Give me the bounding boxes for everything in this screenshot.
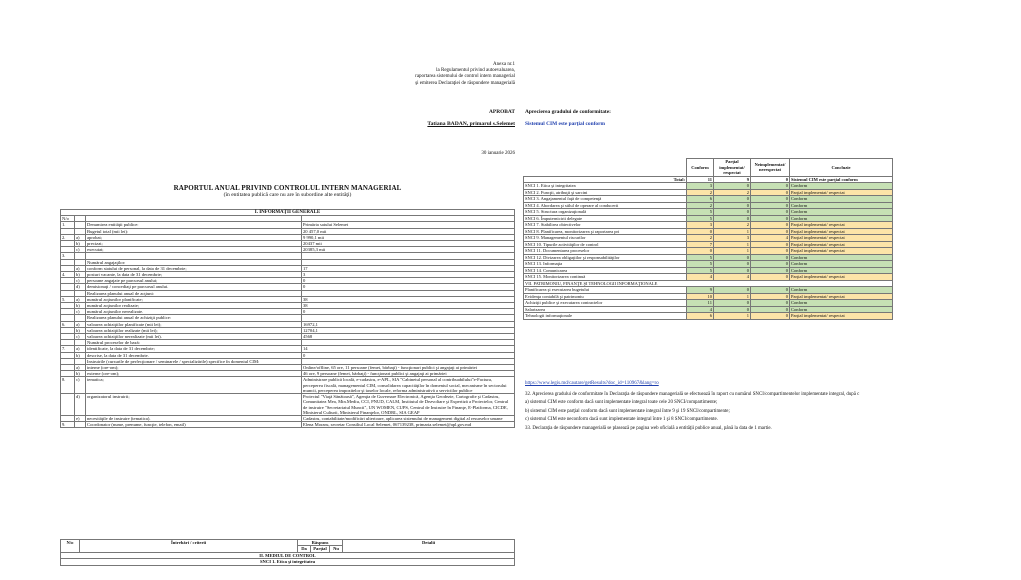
info-nr: 6. [61, 321, 75, 327]
info-label: persoane angajate pe parcursul anului; [86, 278, 302, 284]
info-label: numărul acţiunilor nerealizate. [86, 309, 302, 315]
non-count: 0 [751, 228, 790, 235]
conform-count: 6 [687, 313, 714, 320]
conform-count: 7 [687, 241, 714, 248]
info-sub: d) [75, 284, 86, 290]
conform-count: 3 [687, 222, 714, 229]
info-sub: a) [75, 234, 86, 240]
appraisal-title: Aprecierea gradului de conformitate: [525, 109, 611, 115]
info-label: demisionaţi / concediaţi pe parcursul anului. [86, 284, 302, 290]
criteria-section-title: II. MEDIUL DE CONTROL [61, 552, 515, 558]
standard-label: Evidenţa contabilă şi patrimoniu [524, 293, 687, 300]
report-title: RAPORTUL ANUAL PRIVIND CONTROLUL INTERN MANAGERIAL [173, 184, 402, 192]
conform-count: 2 [687, 235, 714, 242]
info-row [61, 422, 515, 428]
info-sub: a) [75, 365, 86, 371]
standard-label: SNCI 10. Tipurile activităţilor de control [524, 241, 687, 248]
info-label: Denumirea entităţii publice: [86, 222, 302, 228]
criteria-header-partial: Parţial [311, 546, 330, 552]
info-label: Instruirile (cursurile de perfecţionare / seminarele / specializările) specifice în domeniul CIM: [86, 358, 302, 364]
conclusion-text: Parţial implementat/ respectat [790, 293, 893, 300]
conclusion-text: Parţial implementat/ respectat [790, 222, 893, 229]
standard-label: SNCI 13. Informaţia [524, 261, 687, 268]
annex-line: raportarea sistemului de control intern managerial [415, 74, 515, 80]
info-row [61, 394, 515, 416]
conform-count: 11 [687, 300, 714, 307]
info-row [61, 377, 515, 394]
non-count: 0 [751, 254, 790, 261]
standard-label: Planificarea şi executarea bugetului [524, 287, 687, 294]
standard-label: SNCI 8. Planificarea, monitorizarea şi raportarea pri [524, 228, 687, 235]
info-label: valoarea achiziţiilor planificate (mii lei); [86, 321, 302, 327]
conformity-row [524, 293, 893, 300]
info-nr: 2. [61, 234, 75, 240]
info-sub: b) [75, 241, 86, 247]
standard-label: SNCI 6. Împuternicirii delegate [524, 215, 687, 222]
non-count: 0 [751, 209, 790, 216]
partial-count: 0 [714, 209, 751, 216]
info-label: identificate, la data de 31 decembrie; [86, 346, 302, 352]
note-line: b) sistemul CIM este parţial conform dacă sunt implementate integral între 9 şi 19 SNCI/compartimente; [525, 408, 730, 414]
standard-label: SNCI 9. Managementul riscurilor [524, 235, 687, 242]
non-count: 0 [751, 287, 790, 294]
non-count: 0 [751, 241, 790, 248]
standard-label: SNCI 3. Angajamentul faţă de competenţă [524, 196, 687, 203]
conform-count: 5 [687, 209, 714, 216]
conclusion-text: Conform [790, 254, 893, 261]
conform-count: 0 [687, 248, 714, 255]
info-sub: b) [75, 371, 86, 377]
standard-label: SNCI 14. Comunicarea [524, 267, 687, 274]
partial-count: 3 [714, 235, 751, 242]
standard-label: Achiziţii publice şi executarea contractelor [524, 300, 687, 307]
conform-count: 5 [687, 267, 714, 274]
conformity-header-blank [524, 159, 687, 177]
total-conform: 11 [687, 176, 714, 183]
annex-line: Anexa nr.1 [493, 62, 515, 67]
non-count: 0 [751, 293, 790, 300]
criteria-header-nu: Nu [330, 546, 343, 552]
partial-count: 0 [714, 254, 751, 261]
info-value: 0 [302, 309, 515, 315]
standard-label: SNCI 15. Monitorizarea continuă [524, 274, 687, 281]
info-label: Coordonator (nume, prenume, funcţie, telefon, email) [86, 422, 302, 428]
partial-count: 0 [714, 183, 751, 190]
legislation-link[interactable]: https://www.legis.md/cautare/getResults?doc_id=110967&lang=ro [525, 381, 659, 386]
info-sub: c) [75, 247, 86, 253]
conformity-header-non: Neimplementat/ nerespectat [751, 159, 790, 177]
criteria-subsection-title: SNCI 1. Etica şi integritatea [61, 559, 515, 565]
conformity-header-conform: Conform [687, 159, 714, 177]
standard-label: Tehnologii informaţionale [524, 313, 687, 320]
partial-count: 1 [714, 241, 751, 248]
conform-count: 2 [687, 202, 714, 209]
criteria-header-question: Întrebări / criterii [80, 540, 298, 553]
appraisal-value: Sistemul CIM este parţial conform [525, 121, 605, 127]
approved-label: APROBAT [489, 109, 515, 115]
info-label: conform statului de personal, la data de 31 decembrie; [86, 265, 302, 271]
conform-count: 0 [687, 228, 714, 235]
partial-count: 1 [714, 313, 751, 320]
conclusion-text: Parţial implementat/ respectat [790, 274, 893, 281]
info-sub: b) [75, 303, 86, 309]
info-value: Elena Moraru, secretar Consiliul Local Selemet, 067139238, primaria.selemet@apl.gov.md [302, 422, 515, 428]
info-value: 20437 mii [302, 241, 515, 247]
info-value: 20 457,0 mii [302, 228, 515, 234]
info-nr [61, 394, 75, 416]
standard-label: SNCI 5. Structura organizaţională [524, 209, 687, 216]
conclusion-text: Conform [790, 300, 893, 307]
info-label: numărul acţiunilor realizate; [86, 303, 302, 309]
standard-label: SNCI 2. Funcţii, atribuţii şi sarcini [524, 189, 687, 196]
partial-count: 1 [714, 248, 751, 255]
info-nr: 3. [61, 253, 75, 259]
conform-count: 3 [687, 183, 714, 190]
standard-label: SNCI 12. Divizarea obligaţiilor şi responsabilităţilor [524, 254, 687, 261]
conformity-header-conclusion: Concluzie [790, 159, 893, 177]
conform-count: 5 [687, 215, 714, 222]
info-sub: c) [75, 334, 86, 340]
conclusion-text: Conform [790, 196, 893, 203]
conclusion-text: Parţial implementat/ respectat [790, 248, 893, 255]
info-sub: a) [75, 296, 86, 302]
conclusion-text: Conform [790, 287, 893, 294]
conclusion-text: Conform [790, 209, 893, 216]
general-info-table [60, 209, 515, 428]
info-nr: 8. [61, 377, 75, 394]
info-label: interne (ore-om); [86, 365, 302, 371]
info-sub: c) [75, 377, 86, 394]
info-label: descrise, la data de 31 decembrie. [86, 352, 302, 358]
note-line: 33. Declaraţia de răspundere managerială se plasează pe pagina web oficială a entităţii publice anual, până la data de 1 martie. [525, 425, 772, 431]
criteria-header-answer: Răspuns [298, 540, 343, 546]
total-result: Sistemul CIM este parţial conform [790, 176, 893, 183]
conclusion-text: Parţial implementat/ respectat [790, 189, 893, 196]
info-value: 4568 [302, 334, 515, 340]
info-label: Realizarea planului anual de acţiuni: [86, 290, 302, 296]
conform-count: 4 [687, 306, 714, 313]
info-section-title: I. INFORMAŢII GENERALE [61, 210, 515, 216]
info-label: numărul acţiunilor planificate; [86, 296, 302, 302]
criteria-header-da: Da [298, 546, 311, 552]
info-value: 38 [302, 303, 515, 309]
criteria-header-row [61, 540, 515, 546]
conformity-header-row [524, 159, 893, 177]
info-label: necesităţile de instruire (tematica). [86, 415, 302, 421]
info-value: 46 ore, 9 persoane (femei, bărbaţi) - funcţionari publici şi angajaţi ai primăriei [302, 371, 515, 377]
conform-count: 4 [687, 274, 714, 281]
info-sub: c) [75, 278, 86, 284]
conclusion-text: Conform [790, 306, 893, 313]
conformity-table [523, 158, 893, 320]
conclusion-text: Parţial implementat/ respectat [790, 228, 893, 235]
partial-count: 4 [714, 274, 751, 281]
partial-count: 1 [714, 293, 751, 300]
conclusion-text: Parţial implementat/ respectat [790, 313, 893, 320]
info-sub: d) [75, 394, 86, 416]
partial-count: 0 [714, 267, 751, 274]
info-label: Bugetul total (mii lei): [86, 228, 302, 234]
annex-line: la Regulamentul privind autoevaluarea, [436, 68, 515, 74]
partial-count: 0 [714, 300, 751, 307]
non-count: 0 [751, 267, 790, 274]
standard-label: SNCI 1. Etica şi integritatea [524, 183, 687, 190]
info-value: 12704,1 [302, 327, 515, 333]
info-label: valoarea achiziţiilor nerealizate (mii lei). [86, 334, 302, 340]
conclusion-text: Conform [790, 183, 893, 190]
partial-count: 0 [714, 306, 751, 313]
non-count: 0 [751, 261, 790, 268]
non-count: 0 [751, 248, 790, 255]
conclusion-text: Conform [790, 261, 893, 268]
info-sub: a) [75, 346, 86, 352]
partial-count: 0 [714, 287, 751, 294]
non-count: 0 [751, 313, 790, 320]
non-count: 0 [751, 202, 790, 209]
info-sub [75, 422, 86, 428]
conformity-section-title: VII. PATRIMONIU, FINANŢE ŞI TEHNOLOGII INFORMAŢIONALE [524, 280, 893, 287]
total-label: Total: [524, 176, 687, 183]
info-value: 14 [302, 346, 515, 352]
note-line: c) sistemul CIM este neconform dacă sunt implementate integral între 1 şi 8 SNCI/compartimente. [525, 417, 718, 423]
info-value: Cadastru, contabilitate/modificări ulterioare, aplicarea sistemului de management digital al resurselor umane [302, 415, 515, 421]
approval-date: 30 ianuarie 2026 [481, 151, 515, 156]
non-count: 0 [751, 222, 790, 229]
info-value: 16972,1 [302, 321, 515, 327]
info-nr: 7. [61, 346, 75, 352]
conclusion-text: Parţial implementat/ respectat [790, 241, 893, 248]
non-count: 0 [751, 300, 790, 307]
standard-label: SNCI 7. Stabilirea obiectivelor [524, 222, 687, 229]
conform-count: 10 [687, 293, 714, 300]
info-sub: b) [75, 352, 86, 358]
non-count: 0 [751, 215, 790, 222]
info-value: Primăria satului Selemet [302, 222, 515, 228]
info-nr: 9. [61, 422, 75, 428]
annex-header [320, 62, 515, 87]
total-non: 0 [751, 176, 790, 183]
partial-count: 0 [714, 196, 751, 203]
non-count: 0 [751, 306, 790, 313]
info-nr: 1. [61, 222, 75, 228]
info-label: valoarea achiziţiilor realizate (mii lei); [86, 327, 302, 333]
partial-count: 2 [714, 222, 751, 229]
info-sub: c) [75, 309, 86, 315]
info-value: 3 [302, 272, 515, 278]
info-sub: a) [75, 321, 86, 327]
conform-count: 2 [687, 189, 714, 196]
info-value: Administrare publică locală, e-cadastru, e-APL, SIA "Cabinetul personal al contribuabilului"e-Factura, perceperea fiscală, managementul CIM, consolidarea capacităţilor în domeniul social, mecanisme în sectorului muncii, perceperea impozitelor şi taxelor locale, reforma administrativă a serviciilor publice [302, 377, 515, 394]
partial-count: 0 [714, 261, 751, 268]
non-count: 0 [751, 183, 790, 190]
total-partial: 9 [714, 176, 751, 183]
conform-count: 9 [687, 287, 714, 294]
conclusion-text: Conform [790, 267, 893, 274]
info-sub: a) [75, 265, 86, 271]
info-value: 17 [302, 265, 515, 271]
note-line: a) sistemul CIM este conform dacă sunt implementate integral toate cele 20 SNCI/compartimente; [525, 400, 718, 406]
info-value: 20385,3 mii [302, 247, 515, 253]
annex-line: şi emiterea Declaraţiei de răspundere managerială [415, 80, 515, 86]
info-value: 38 [302, 296, 515, 302]
info-label: Numărul proceselor de bază: [86, 340, 302, 346]
approver-name: Tatiana BADAN, primarul s.Selemet [427, 121, 515, 127]
non-count: 0 [751, 196, 790, 203]
non-count: 0 [751, 189, 790, 196]
report-subtitle: (în entitatea publică care nu are în subordine alte entităţi) [223, 192, 352, 198]
conform-count: 5 [687, 261, 714, 268]
info-value: 9 990,1 mii [302, 234, 515, 240]
conclusion-text: Conform [790, 215, 893, 222]
info-label: tematica; [86, 377, 302, 394]
info-label: precizat; [86, 241, 302, 247]
info-label: executat; [86, 247, 302, 253]
criteria-header-nr: N/o [61, 540, 80, 553]
info-label: organizatorul instruirii; [86, 394, 302, 416]
info-sub: b) [75, 327, 86, 333]
notes-block [525, 391, 1015, 433]
info-nr: 4. [61, 272, 75, 278]
partial-count: 0 [714, 202, 751, 209]
info-label: aprobat; [86, 234, 302, 240]
info-nr: N/o [61, 216, 75, 222]
info-label: Numărul angajaţilor: [86, 259, 302, 265]
info-value: Proiectul "Viaţă Sănătoasă", Agenţia de Guvernare Electronică, Agenţia Geodezie, Cartografie şi Cadastru, Comunitatea Mea, Min.Mediu, CCI, PNUD, CALM, Institutul de Dezvoltare şi Expertiză a Proiectelor, Centrul de instruire "Secretariatul Muncii", UN WOMEN, CUPS, Centrul de Instruire în Finanţe, E-Platforma, CICDE, Ministerul Culturii, Ministerul Finanţelor, ONDRL, SIA GEAP [302, 394, 515, 416]
info-value: 0 [302, 278, 515, 284]
info-label: posturi vacante, la data de 31 decembrie; [86, 272, 302, 278]
partial-count: 0 [714, 215, 751, 222]
info-nr: 5. [61, 296, 75, 302]
conclusion-text: Parţial implementat/ respectat [790, 235, 893, 242]
info-sub: e) [75, 415, 86, 421]
conclusion-text: Conform [790, 202, 893, 209]
info-value: Online/offline, 65 ore, 11 persoane (femei, bărbaţi) - funcţionari publici şi angajaţi ai primăriei [302, 365, 515, 371]
info-sub: b) [75, 272, 86, 278]
partial-count: 2 [714, 189, 751, 196]
conform-count: 6 [687, 196, 714, 203]
standard-label: Salarizarea [524, 306, 687, 313]
info-label: Realizarea planului anual de achiziţii publice: [86, 315, 302, 321]
partial-count: 1 [714, 228, 751, 235]
info-label: externe (ore-om); [86, 371, 302, 377]
info-value: 0 [302, 352, 515, 358]
criteria-header-details: Detalii [343, 540, 515, 553]
non-count: 0 [751, 274, 790, 281]
standard-label: SNCI 11. Documentarea proceselor [524, 248, 687, 255]
standard-label: SNCI 4. Abordarea şi stilul de operare al conducerii [524, 202, 687, 209]
criteria-subsection-row [61, 559, 515, 565]
conformity-header-partial: Parţial implementat/ respectat [714, 159, 751, 177]
conformity-row [524, 313, 893, 320]
note-line: 32. Aprecierea gradului de conformitate în Declaraţia de răspundere managerială se efectuează în raport cu numărul SNCI/compartimentelor implementate integral, după c [525, 392, 860, 397]
conform-count: 5 [687, 254, 714, 261]
non-count: 4 [751, 235, 790, 242]
criteria-table [60, 539, 515, 566]
info-value: 0 [302, 284, 515, 290]
